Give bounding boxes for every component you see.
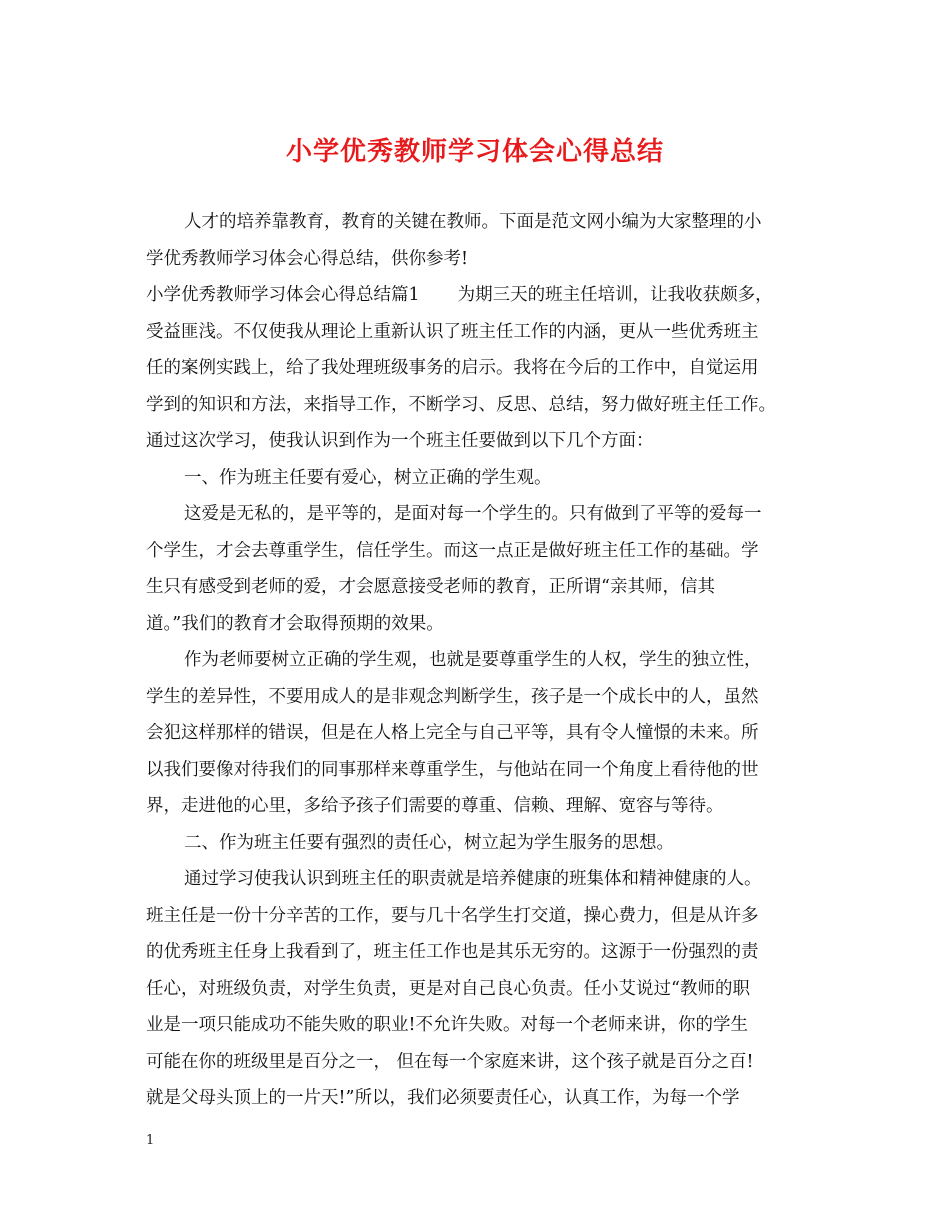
body-line <box>146 204 816 241</box>
body-line-text: 就是父母头顶上的一片天!”所以，我们必须要责任心，认真工作，为每一个学 <box>146 1088 740 1108</box>
document-title: 小学优秀教师学习体会心得总结 <box>285 137 664 167</box>
body-line-text: 个学生，才会去尊重学生，信任学生。而这一点正是做好班主任工作的基础。学 <box>146 540 759 561</box>
body-line <box>146 606 816 643</box>
body-line-text: 人才的培养靠教育，教育的关键在教师。下面是范文网小编为大家整理的小 <box>184 212 762 232</box>
body-line <box>146 788 816 825</box>
body-line-text: 业是一项只能成功不能失败的职业!不允许失败。对每一个老师来讲，你的学生 <box>146 1015 749 1035</box>
document-body <box>146 204 816 1117</box>
body-line-text: 可能在你的班级里是百分之一， 但在每一个家庭来讲，这个孩子就是百分之百! <box>146 1051 754 1072</box>
body-line-text: 任心，对班级负责，对学生负责，更是对自己良心负责。任小艾说过“教师的职 <box>146 978 750 999</box>
body-line-text: 通过学习使我认识到班主任的职责就是培养健康的班集体和精神健康的人。 <box>184 869 762 889</box>
body-line-text: 会犯这样那样的错误，但是在人格上完全与自己平等，具有令人憧憬的未来。所 <box>146 723 759 743</box>
body-line <box>146 314 816 351</box>
body-line <box>146 679 816 716</box>
body-line-text: 这爱是无私的，是平等的，是面对每一个学生的。只有做到了平等的爱每一 <box>184 504 762 524</box>
body-line-text: 班主任是一份十分辛苦的工作，要与几十名学生打交道，操心费力，但是从许多 <box>146 905 759 926</box>
body-line-text: 生只有感受到老师的爱，才会愿意接受老师的教育，正所谓“亲其师，信其 <box>146 577 715 597</box>
body-line-text: 任的案例实践上，给了我处理班级事务的启示。我将在今后的工作中，自觉运用 <box>146 358 759 378</box>
body-line-text: 的优秀班主任身上我看到了，班主任工作也是其乐无穷的。这源于一份强烈的责 <box>146 942 759 962</box>
body-line <box>146 350 816 387</box>
body-line-text: 界，走进他的心里，多给予孩子们需要的尊重、信赖、理解、宽容与等待。 <box>146 796 724 816</box>
body-line <box>146 423 816 460</box>
body-line <box>146 752 816 789</box>
body-line <box>146 496 816 533</box>
body-line <box>146 861 816 898</box>
body-line <box>146 898 816 935</box>
body-line-text: 学优秀教师学习体会心得总结，供你参考! <box>146 248 469 269</box>
body-line <box>146 387 816 424</box>
body-line <box>146 460 816 497</box>
body-line <box>146 1007 816 1044</box>
body-line-text-tail: 为期三天的班主任培训，让我收获颇多， <box>457 285 773 305</box>
body-line <box>146 715 816 752</box>
body-line-text: 道。”我们的教育才会取得预期的效果。 <box>146 613 444 634</box>
body-line <box>146 825 816 862</box>
body-line-text: 小学优秀教师学习体会心得总结篇1 <box>146 285 420 305</box>
body-line-text: 一、作为班主任要有爱心，树立正确的学生观。 <box>184 467 552 488</box>
body-line-text: 通过这次学习，使我认识到作为一个班主任要做到以下几个方面： <box>146 431 654 451</box>
body-line <box>146 642 816 679</box>
body-line <box>146 569 816 606</box>
body-line-text: 二、作为班主任要有强烈的责任心，树立起为学生服务的思想。 <box>184 832 674 853</box>
body-line <box>146 934 816 971</box>
body-line <box>146 533 816 570</box>
body-line-text: 作为老师要树立正确的学生观，也就是要尊重学生的人权，学生的独立性， <box>184 650 762 670</box>
body-line <box>146 1044 816 1081</box>
page-number: 1 <box>146 1133 155 1148</box>
body-line-text: 以我们要像对待我们的同事那样来尊重学生，与他站在同一个角度上看待他的世 <box>146 759 759 780</box>
body-line <box>146 1080 816 1117</box>
body-line-text: 受益匪浅。不仅使我从理论上重新认识了班主任工作的内涵，更从一些优秀班主 <box>146 321 759 342</box>
body-line <box>146 277 816 314</box>
body-line-text: 学到的知识和方法，来指导工作，不断学习、反思、总结，努力做好班主任工作。 <box>146 394 776 415</box>
body-line-text: 学生的差异性，不要用成人的是非观念判断学生，孩子是一个成长中的人，虽然 <box>146 686 759 707</box>
body-line <box>146 241 816 278</box>
body-line <box>146 971 816 1008</box>
